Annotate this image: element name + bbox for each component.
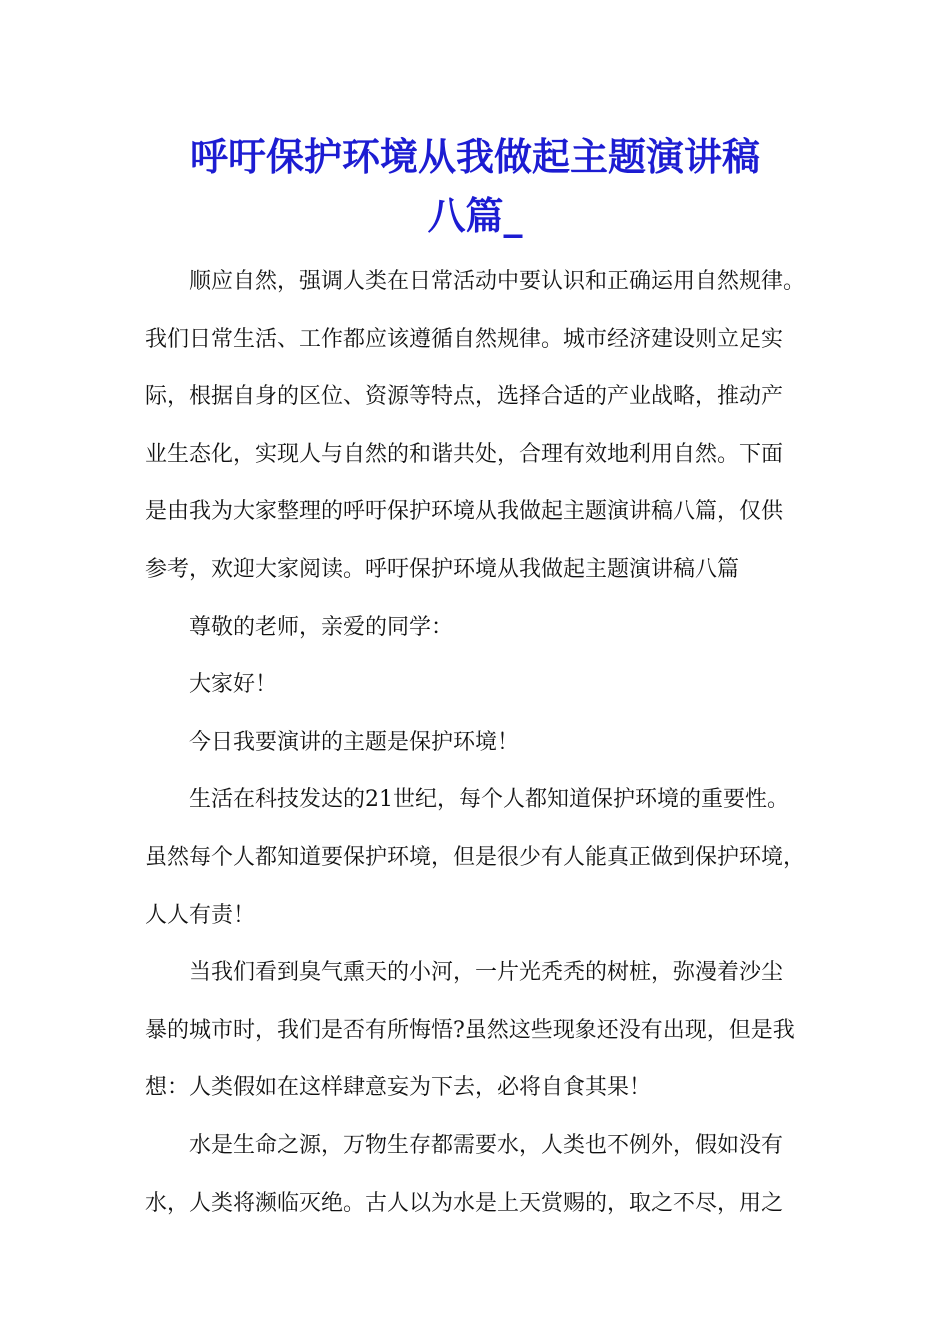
text-line: 人人有责！ [145, 902, 256, 928]
text-line: 想：人类假如在这样肆意妄为下去，必将自食其果！ [145, 1075, 652, 1101]
title-line-1: 呼吁保护环境从我做起主题演讲稿 [189, 134, 760, 179]
text-line: 当我们看到臭气熏天的小河，一片光秃秃的树桩，弥漫着沙尘 [189, 960, 784, 986]
paragraph-greeting [145, 656, 815, 714]
text-line: 际，根据自身的区位、资源等特点，选择合适的产业战略，推动产 [145, 384, 784, 410]
text-line: 我们日常生活、工作都应该遵循自然规律。城市经济建设则立足实 [145, 326, 784, 352]
text-line: 业生态化，实现人与自然的和谐共处，合理有效地利用自然。下面 [145, 441, 784, 467]
document-body [145, 253, 815, 1232]
title-line-2: 八篇_ [427, 193, 523, 238]
paragraph-salutation [145, 599, 815, 657]
text-line: 水是生命之源，万物生存都需要水，人类也不例外，假如没有 [189, 1132, 784, 1158]
paragraph-intro [145, 253, 815, 599]
text-line: 水，人类将濒临灭绝。古人以为水是上天赏赐的，取之不尽，用之 [145, 1190, 784, 1216]
text-line: 是由我为大家整理的呼吁保护环境从我做起主题演讲稿八篇，仅供 [145, 499, 784, 525]
text-line: 虽然每个人都知道要保护环境，但是很少有人能真正做到保护环境， [145, 844, 806, 870]
text-line: 今日我要演讲的主题是保护环境！ [189, 729, 520, 755]
paragraph-reflection [145, 944, 815, 1117]
text-line: 顺应自然，强调人类在日常活动中要认识和正确运用自然规律。 [189, 269, 806, 294]
text-line: 尊敬的老师，亲爱的同学： [189, 614, 454, 640]
text-line: 暴的城市时，我们是否有所悔悟?虽然这些现象还没有出现，但是我 [145, 1017, 795, 1043]
text-line: 大家好！ [189, 672, 278, 698]
paragraph-topic [145, 714, 815, 772]
text-line: 生活在科技发达的21世纪，每个人都知道保护环境的重要性。 [189, 787, 789, 813]
text-line: 参考，欢迎大家阅读。呼吁保护环境从我做起主题演讲稿八篇 [145, 556, 740, 582]
paragraph-importance [145, 771, 815, 944]
paragraph-water [145, 1117, 815, 1232]
document-title [100, 127, 850, 245]
